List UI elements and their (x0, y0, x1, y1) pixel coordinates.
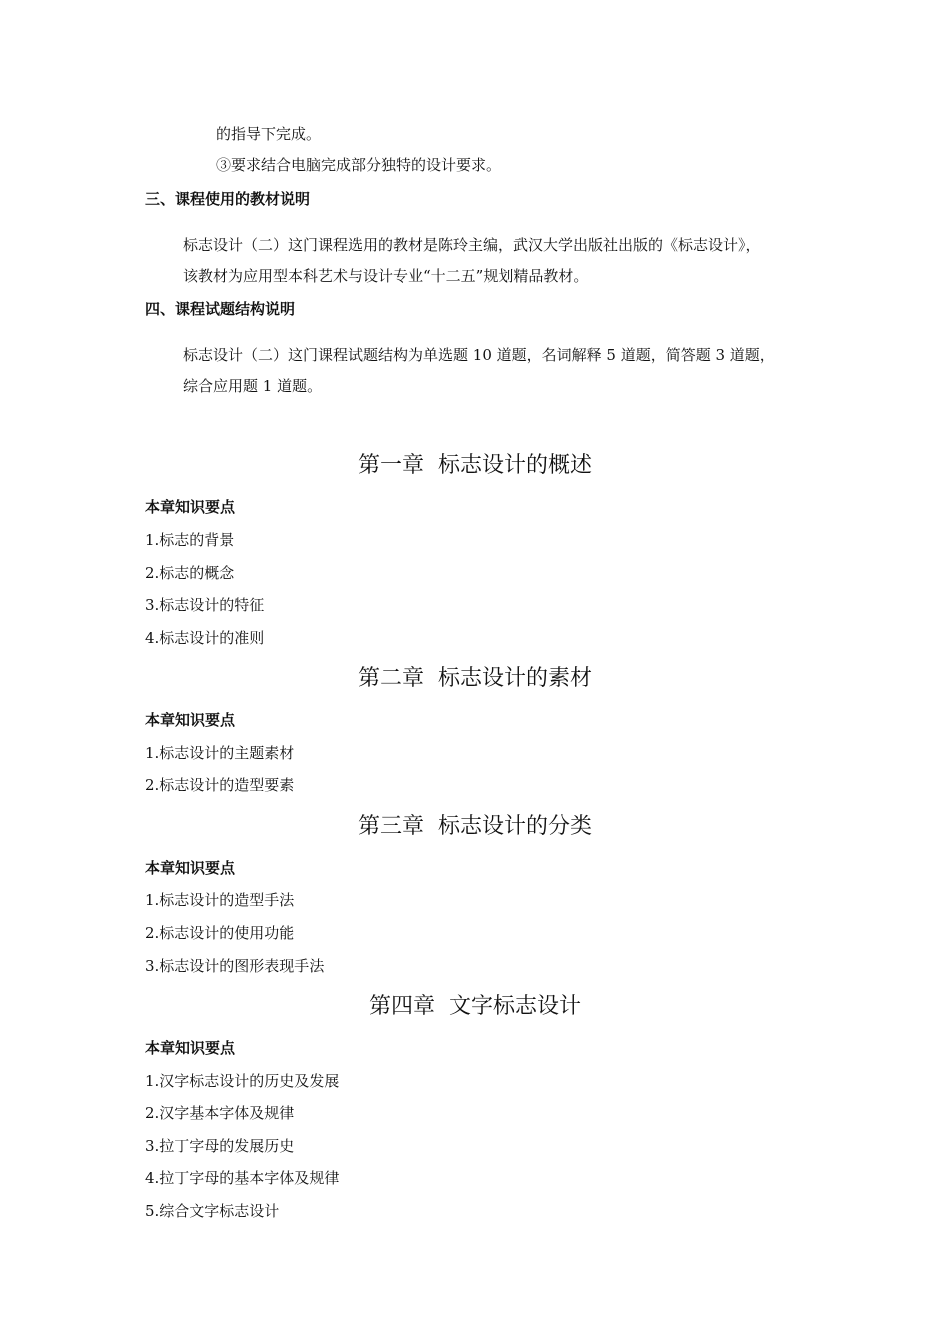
chapter-3-item: 2.标志设计的使用功能 (145, 924, 295, 942)
section-4-heading: 四、课程试题结构说明 (145, 300, 296, 318)
chapter-3-title: 第三章 标志设计的分类 (358, 814, 592, 839)
chapter-1-item: 1.标志的背景 (145, 531, 235, 549)
chapter-1-item: 3.标志设计的特征 (145, 596, 265, 614)
chapter-1-title: 第一章 标志设计的概述 (358, 453, 592, 478)
chapter-2-knowledge-points-label: 本章知识要点 (145, 711, 236, 729)
section-3-paragraph-line-2: 该教材为应用型本科艺术与设计专业“十二五”规划精品教材。 (183, 267, 589, 285)
chapter-4-knowledge-points-label: 本章知识要点 (145, 1039, 236, 1057)
chapter-3-item: 3.标志设计的图形表现手法 (145, 957, 325, 975)
chapter-4-item: 5.综合文字标志设计 (145, 1202, 280, 1220)
section-4-paragraph-line-2: 综合应用题 1 道题。 (183, 377, 323, 395)
section-4-paragraph-line-1: 标志设计（二）这门课程试题结构为单选题 10 道题，名词解释 5 道题，简答题 3 道题， (183, 346, 775, 364)
intro-line-2: ③要求结合电脑完成部分独特的设计要求。 (216, 156, 502, 174)
chapter-4-item: 1.汉字标志设计的历史及发展 (145, 1072, 340, 1090)
chapter-4-item: 2.汉字基本字体及规律 (145, 1104, 295, 1122)
chapter-3-item: 1.标志设计的造型手法 (145, 891, 295, 909)
chapter-4-title: 第四章 文字标志设计 (369, 994, 581, 1019)
chapter-4-item: 4.拉丁字母的基本字体及规律 (145, 1169, 340, 1187)
chapter-2-item: 1.标志设计的主题素材 (145, 744, 295, 762)
chapter-3-knowledge-points-label: 本章知识要点 (145, 859, 236, 877)
chapter-1-item: 2.标志的概念 (145, 564, 235, 582)
chapter-1-item: 4.标志设计的准则 (145, 629, 265, 647)
chapter-2-item: 2.标志设计的造型要素 (145, 776, 295, 794)
chapter-1-knowledge-points-label: 本章知识要点 (145, 498, 236, 516)
section-3-heading: 三、课程使用的教材说明 (145, 190, 311, 208)
section-3-paragraph-line-1: 标志设计（二）这门课程选用的教材是陈玲主编，武汉大学出版社出版的《标志设计》， (183, 236, 761, 254)
intro-line-1: 的指导下完成。 (216, 125, 322, 143)
chapter-4-item: 3.拉丁字母的发展历史 (145, 1137, 295, 1155)
chapter-2-title: 第二章 标志设计的素材 (358, 666, 592, 691)
